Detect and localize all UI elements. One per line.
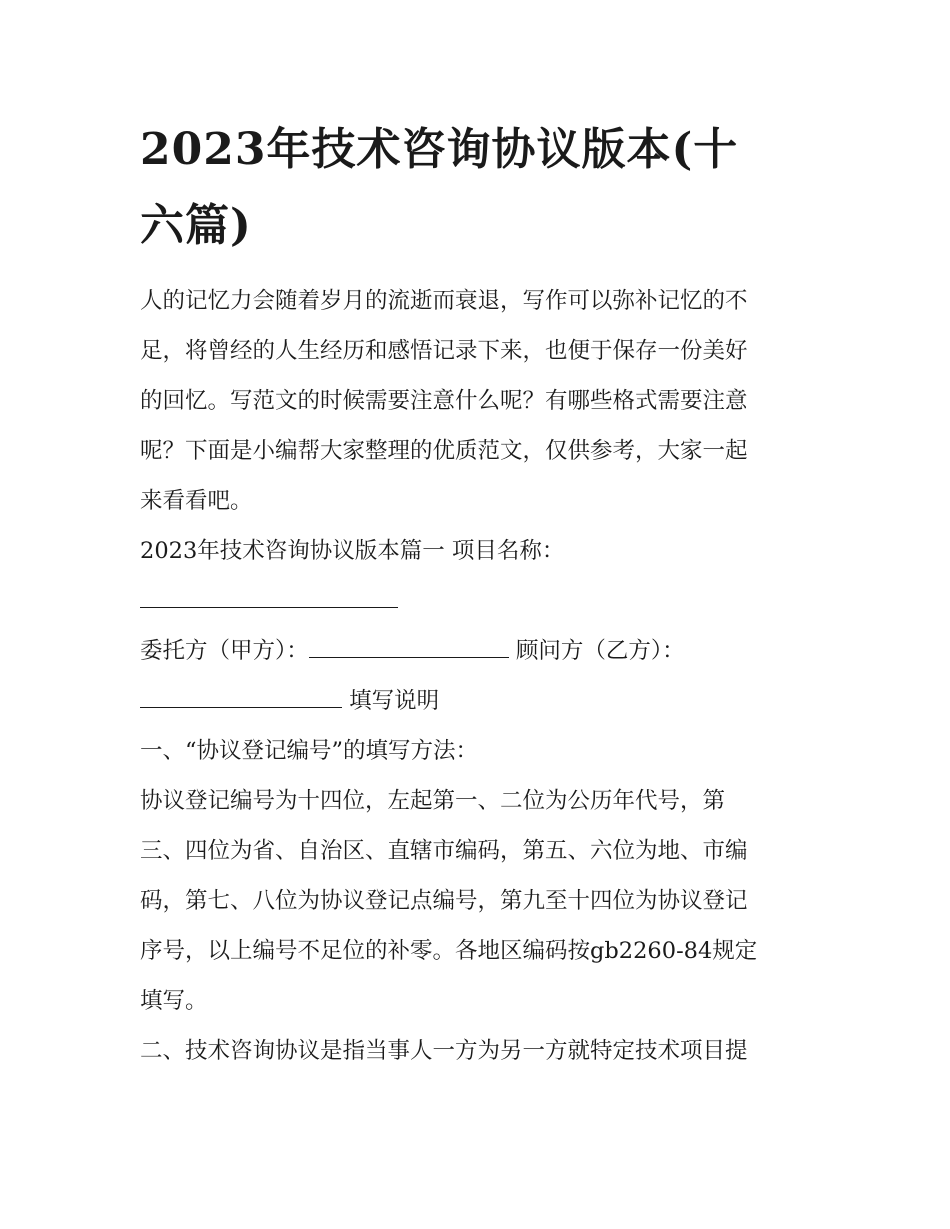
item-1-line: 协议登记编号为十四位，左起第一、二位为公历年代号，第 (140, 788, 726, 814)
item-1-line: 序号，以上编号不足位的补零。各地区编码按gb2260-84规定 (140, 938, 758, 964)
project-name-blank (140, 577, 398, 608)
client-label: 委托方（甲方）： (140, 638, 309, 664)
intro-line: 呢？下面是小编帮大家整理的优质范文，仅供参考，大家一起 (140, 438, 748, 464)
consultant-blank (140, 677, 342, 708)
parties-paragraph (140, 626, 812, 726)
item-1-heading (140, 726, 812, 776)
item-2-line: 二、技术咨询协议是指当事人一方为另一方就特定技术项目提 (140, 1038, 748, 1064)
item-1-line: 码，第七、八位为协议登记点编号，第九至十四位为协议登记 (140, 888, 748, 914)
title-line-1: 2023年技术咨询协议版本(十 (140, 124, 739, 175)
intro-line: 的回忆。写范文的时候需要注意什么呢？有哪些格式需要注意 (140, 388, 748, 414)
section-heading (140, 526, 812, 626)
intro-paragraph (140, 276, 812, 526)
project-name-blank-line (140, 576, 812, 626)
intro-line: 来看看吧。 (140, 488, 253, 514)
title-line-2: 六篇) (140, 200, 252, 251)
section-heading-text: 2023年技术咨询协议版本篇一 项目名称： (140, 538, 565, 564)
consultant-blank-line (140, 676, 812, 726)
client-blank (309, 627, 509, 658)
consultant-label: 顾问方（乙方）： (515, 638, 685, 664)
item-2-paragraph (140, 1026, 812, 1076)
item-1-heading-text: 一、“协议登记编号”的填写方法： (140, 738, 479, 764)
item-1-line: 三、四位为省、自治区、直辖市编码，第五、六位为地、市编 (140, 838, 748, 864)
parties-line (140, 626, 812, 676)
fill-instruction: 填写说明 (349, 688, 440, 714)
intro-line: 足，将曾经的人生经历和感悟记录下来，也便于保存一份美好 (140, 338, 748, 364)
item-1-line: 填写。 (140, 988, 208, 1014)
document-title (140, 112, 812, 264)
item-1-paragraph (140, 776, 812, 1026)
intro-line: 人的记忆力会随着岁月的流逝而衰退，写作可以弥补记忆的不 (140, 288, 748, 314)
